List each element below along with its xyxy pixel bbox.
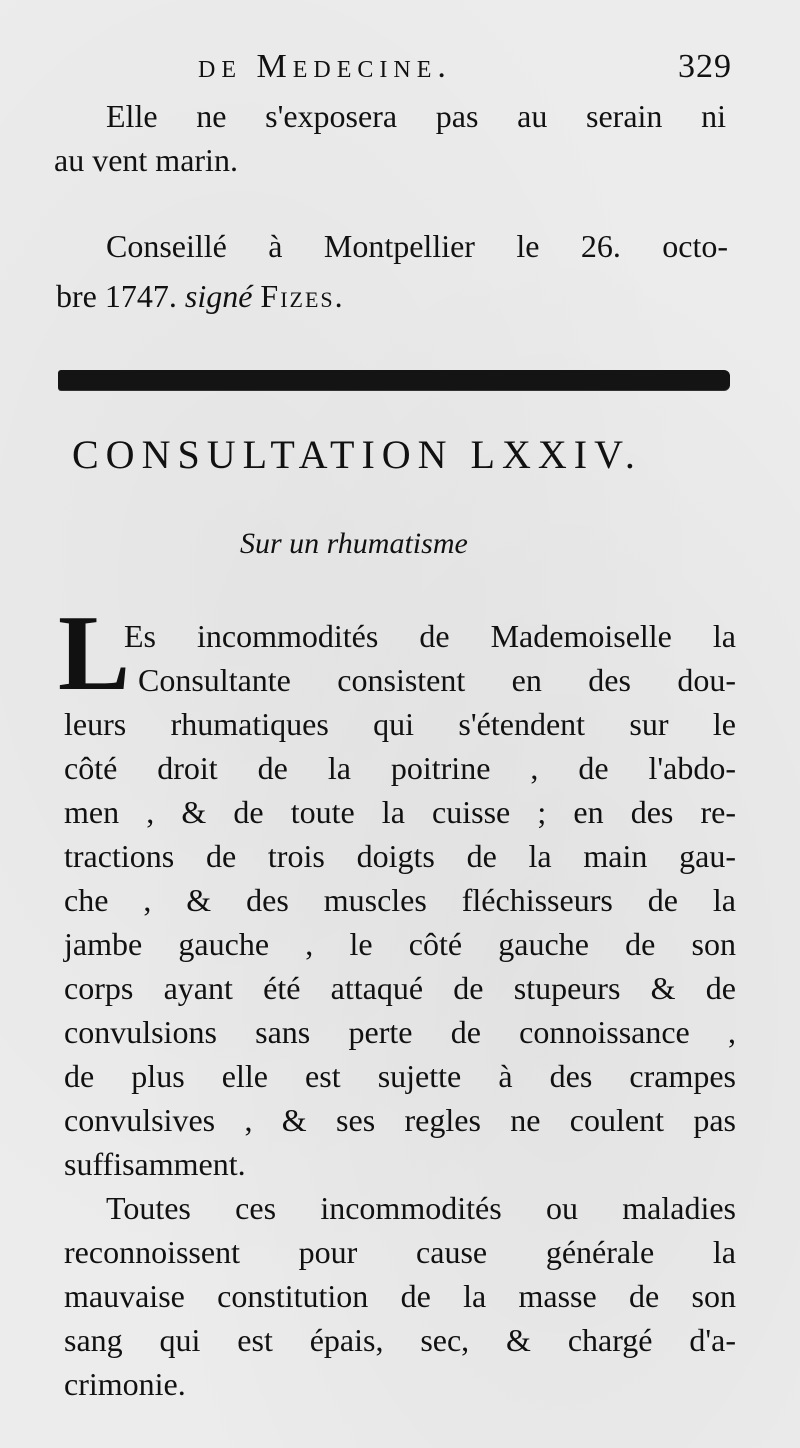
signature-line <box>56 274 345 318</box>
text-line: Conseillé à Montpellier le 26. octo- <box>106 228 728 264</box>
running-title: de Medecine. <box>198 48 452 85</box>
text-line: convulsives , & ses regles ne coulent pas <box>64 1102 736 1138</box>
signatory-name: Fizes. <box>260 278 345 314</box>
text-line: corps ayant été attaqué de stupeurs & de <box>64 970 736 1006</box>
text-line: Toutes ces incommodités ou maladies <box>106 1190 736 1226</box>
drop-cap: L <box>58 604 131 696</box>
text-line: tractions de trois doigts de la main gau- <box>64 838 736 874</box>
signed-text: signé <box>184 278 253 314</box>
date-text: bre 1747. <box>56 278 177 314</box>
section-divider-rule <box>58 370 730 390</box>
text-line: convulsions sans perte de connoissance , <box>64 1014 736 1050</box>
consultation-subtitle: Sur un rhumatisme <box>240 527 468 560</box>
text-line: Elle ne s'exposera pas au serain ni <box>106 98 726 134</box>
page-number: 329 <box>678 48 732 85</box>
text-line: Consultante consistent en des dou- <box>138 662 736 698</box>
text-line: Es incommodités de Mademoiselle la <box>124 618 736 654</box>
text-line: che , & des muscles fléchisseurs de la <box>64 882 736 918</box>
text-line: au vent marin. <box>54 142 238 178</box>
text-line: mauvaise constitution de la masse de son <box>64 1278 736 1314</box>
text-line: men , & de toute la cuisse ; en des re- <box>64 794 736 830</box>
text-line: jambe gauche , le côté gauche de son <box>64 926 736 962</box>
text-line: leurs rhumatiques qui s'étendent sur le <box>64 706 736 742</box>
text-line: crimonie. <box>64 1366 186 1402</box>
text-line: reconnoissent pour cause générale la <box>64 1234 736 1270</box>
text-line: suffisamment. <box>64 1146 246 1182</box>
consultation-title: CONSULTATION LXXIV. <box>72 432 642 477</box>
page-header <box>0 48 800 98</box>
text-line: sang qui est épais, sec, & chargé d'a- <box>64 1322 736 1358</box>
text-line: de plus elle est sujette à des crampes <box>64 1058 736 1094</box>
text-line: côté droit de la poitrine , de l'abdo- <box>64 750 736 786</box>
